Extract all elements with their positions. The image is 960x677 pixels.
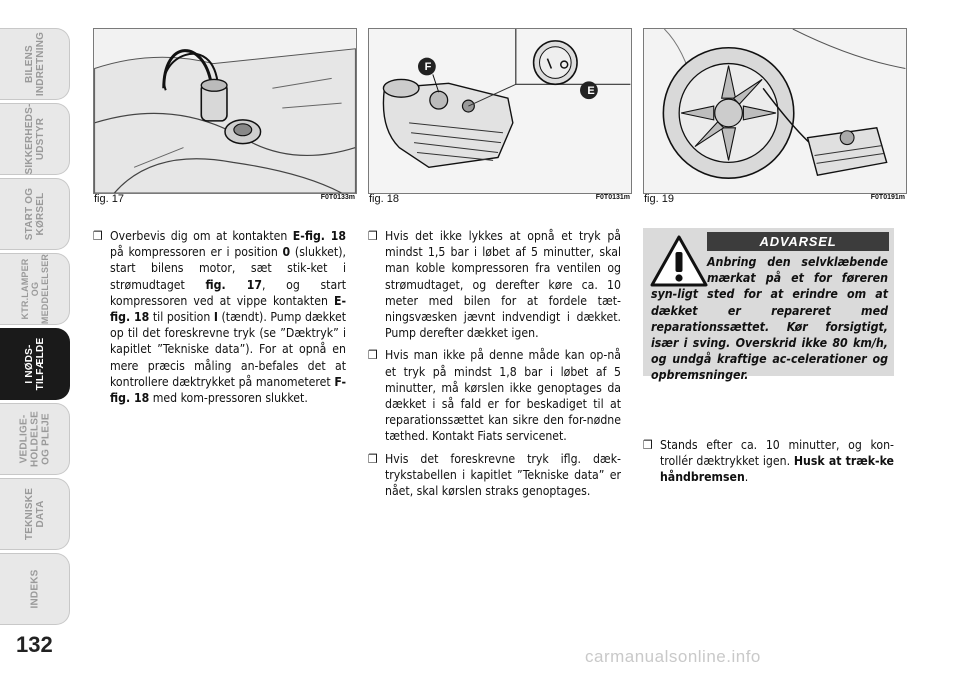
text-column-3 xyxy=(643,437,894,492)
tab-sikkerhedsudstyr[interactable] xyxy=(0,103,70,175)
tab-label: TEKNISKE DATA xyxy=(23,487,46,541)
tab-start-og-korsel[interactable] xyxy=(0,178,70,250)
bullet-paragraph: ❒ Hvis det foreskrevne tryk iflg. dæk-trykstabellen i kapitlet ”Tekniske data” er nået, skal kørslen straks genoptages. xyxy=(368,451,621,499)
tab-label: BILENS INDRETNING xyxy=(23,31,46,97)
tab-ktr-lamper[interactable] xyxy=(0,253,70,325)
page-number: 132 xyxy=(16,632,53,657)
wheel-compressor-illustration xyxy=(644,29,906,193)
tab-tekniske-data[interactable] xyxy=(0,478,70,550)
power-socket-illustration xyxy=(94,29,356,193)
bullet-paragraph: ❒ Hvis det ikke lykkes at opnå et tryk på mindst 1,5 bar i løbet af 5 minutter, skal man koble kompressoren fra ventilen og strømudtaget, og derefter køre ca. 10 meter med bilen for at fordele tæt-ningsvæsken jævnt indvendigt i dækket. Pump derefter dækket igen. xyxy=(368,229,621,341)
figure-18 xyxy=(368,28,632,194)
tab-label: INDEKS xyxy=(29,569,40,609)
tab-bilens-indretning[interactable] xyxy=(0,28,70,100)
checkbox-bullet-icon: ❒ xyxy=(368,451,378,466)
figure-label: fig. 18 xyxy=(369,193,399,205)
watermark-logo: carmanualsonline.info xyxy=(585,647,761,666)
checkbox-bullet-icon: ❒ xyxy=(368,229,378,243)
figure-19 xyxy=(643,28,907,194)
warning-title: ADVARSEL xyxy=(707,232,889,251)
tab-indeks[interactable] xyxy=(0,553,70,625)
bullet-paragraph: ❒ Overbevis dig om at kontakten E-fig. 18 på kompressoren er i position 0 (slukket), start bilens motor, sæt stik-ket i strømudtaget fig. 17, og start kompressoren ved at vippe kontakten E-fig. 18 til position I (tændt). Pump dækket op til det foreskrevne tryk (se ”Dæktryk” i kapitlet ”Tekniske data”). For at opnå en mere præcis måling an-befales det at kontrollere dæktrykket på manometeret F-fig. 18 med kom-pressoren slukket. xyxy=(93,229,346,406)
callout-f: F xyxy=(424,61,432,73)
tab-label: KTR.LAMPER OG MEDDELELSER xyxy=(19,253,50,325)
checkbox-bullet-icon: ❒ xyxy=(93,229,103,243)
tab-label: VEDLIGE- HOLDELSE OG PLEJE xyxy=(18,410,51,468)
figure-code: F0T0191m xyxy=(870,194,905,201)
warning-text: Anbring den selvklæbende mærkat på et for føreren syn-ligt sted for at erindre om at dækket er repareret med reparationssættet. Kør forsigtigt, især i sving. Overskrid ikke 80 km/h, og undgå kraftige ac-celerationer og opbremsninger. xyxy=(651,255,888,383)
warning-box xyxy=(643,228,894,383)
bullet-paragraph: ❒ Stands efter ca. 10 minutter, og kon-trollér dæktrykket igen. Husk at træk-ke håndbremsen. xyxy=(643,438,894,485)
tab-label: SIKKERHEDS- UDSTYR xyxy=(23,103,46,175)
figure-18-caption xyxy=(368,193,632,207)
figure-19-caption xyxy=(643,193,907,207)
figure-label: fig. 17 xyxy=(94,193,124,205)
figure-17 xyxy=(93,28,357,194)
callout-e: E xyxy=(587,85,595,97)
text-column-1 xyxy=(93,228,346,412)
figure-17-caption xyxy=(93,193,357,207)
compressor-illustration xyxy=(369,29,631,193)
figure-code: F0T0133m xyxy=(320,194,355,201)
figure-code: F0T0131m xyxy=(595,194,630,201)
tab-vedligeholdelse[interactable] xyxy=(0,403,70,475)
figure-label: fig. 19 xyxy=(644,193,674,205)
text-column-2 xyxy=(368,228,621,505)
tab-label: I NØDS- TILFÆLDE xyxy=(23,337,46,391)
checkbox-bullet-icon: ❒ xyxy=(643,438,653,452)
bullet-paragraph: ❒ Hvis man ikke på denne måde kan op-nå et tryk på mindst 1,8 bar i løbet af 5 minutter, må kørslen ikke genoptages da dækket i så fald er for beskadiget til at reparationssættet kan sikre den for-nødne tæthed. Kontakt Fiats servicenet. xyxy=(368,348,621,444)
tab-label: START OG KØRSEL xyxy=(23,187,46,241)
tab-i-nodstilfaelde[interactable] xyxy=(0,328,70,400)
checkbox-bullet-icon: ❒ xyxy=(368,348,378,363)
